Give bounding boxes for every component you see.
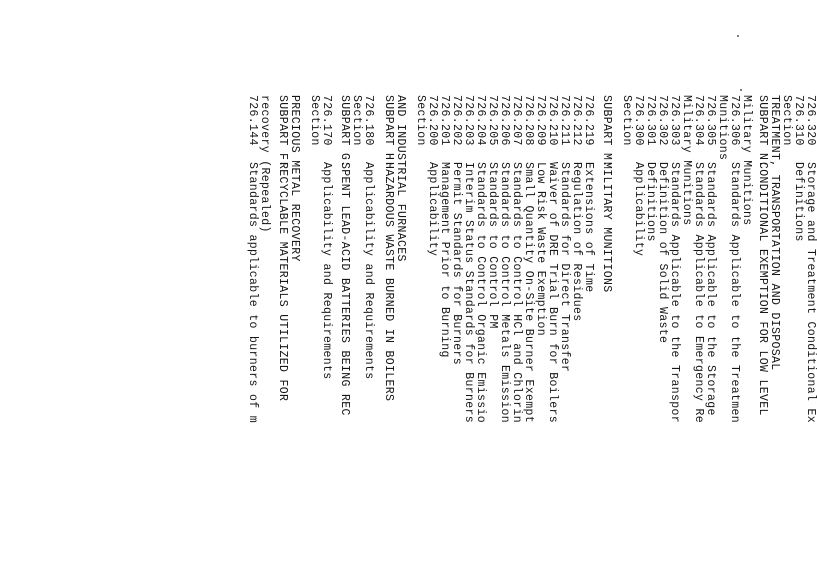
section-number: 726.320: [804, 95, 817, 146]
section-title: Standards Applicable to the Storage: [704, 162, 717, 416]
section-number: 726.212: [570, 95, 583, 146]
section-title: Applicability: [426, 162, 439, 257]
section-number: 726.204: [474, 95, 487, 146]
section-number: Section: [620, 95, 633, 146]
section-title: Military Munitions: [680, 95, 693, 226]
section-title: Definitions: [792, 162, 805, 242]
section-title: CONDITIONAL EXEMPTION FOR LOW LEVEL: [756, 162, 769, 416]
section-title: Extensions of Time: [582, 162, 595, 293]
section-title: Munitions: [716, 95, 729, 161]
section-number: 726.306: [728, 95, 741, 146]
section-title: Military Munitions: [740, 95, 753, 226]
section-title: Standards to Control HCl and Chlorin: [510, 162, 523, 424]
section-number: Section: [780, 95, 793, 146]
section-title: Small Quantity On-Site Burner Exempt: [522, 162, 535, 424]
section-number: 726.206: [498, 95, 511, 146]
section-title: Regulation of Residues: [570, 162, 583, 322]
section-title: HAZARDOUS WASTE BURNED IN BOILERS: [382, 162, 395, 402]
section-title: Applicability and Requirements: [362, 162, 375, 380]
section-number: 726.208: [522, 95, 535, 146]
section-number: 726.303: [668, 95, 681, 146]
section-number: 726.203: [462, 95, 475, 146]
section-number: 726.205: [486, 95, 499, 146]
section-title: Interim Status Standards for Burners: [462, 162, 475, 424]
section-number: 726.209: [534, 95, 547, 146]
section-number: SUBPART F:: [276, 95, 289, 168]
section-title: Standards applicable to burners of m: [246, 162, 259, 424]
section-number: 726.219: [582, 95, 595, 146]
section-title: Standards for Direct Transfer: [558, 162, 571, 373]
section-number: SUBPART H:: [382, 95, 395, 168]
section-title: Standards to Control PM: [486, 162, 499, 329]
section-title: SPENT LEAD-ACID BATTERIES BEING REC: [338, 162, 351, 416]
section-number: 726.201: [438, 95, 451, 146]
section-number: 726.144: [246, 95, 259, 146]
section-number: 726.305: [704, 95, 717, 146]
section-title: Applicability: [632, 162, 645, 257]
section-number: 726.304: [692, 95, 705, 146]
section-title: PRECIOUS METAL RECOVERY: [288, 95, 301, 262]
section-number: Section: [350, 95, 363, 146]
section-title: Storage and Treatment Conditional Ex: [804, 162, 817, 424]
section-title: Standards to Control Metals Emission: [498, 162, 511, 424]
section-title: Definition of Solid Waste: [656, 162, 669, 344]
section-number: Section: [414, 95, 427, 146]
section-number: 726.207: [510, 95, 523, 146]
section-number: 726.180: [362, 95, 375, 146]
section-title: recovery (Repealed): [258, 95, 271, 233]
section-number: 726.210: [546, 95, 559, 146]
section-number: 726.302: [656, 95, 669, 146]
section-title: Applicability and Requirements: [320, 162, 333, 380]
section-number: SUBPART M:: [600, 95, 613, 168]
section-title: MILITARY MUNITIONS: [600, 162, 613, 293]
section-title: Low Risk Waste Exemption: [534, 162, 547, 337]
section-title: TREATMENT, TRANSPORTATION AND DISPOSAL: [768, 95, 781, 371]
section-title: Standards to Control Organic Emissio: [474, 162, 487, 424]
section-title: Standards Applicable to Emergency Re: [692, 162, 705, 424]
section-title: Standards Applicable to the Transpor: [668, 162, 681, 424]
section-title: Definitions: [644, 162, 657, 242]
section-title: Permit Standards for Burners: [450, 162, 463, 366]
section-title: Management Prior to Burning: [438, 162, 451, 358]
section-number: SUBPART N:: [756, 95, 769, 168]
section-title: AND INDUSTRIAL FURNACES: [394, 95, 407, 262]
section-number: 726.200: [426, 95, 439, 146]
section-title: RECYCLABLE MATERIALS UTILIZED FOR: [276, 162, 289, 402]
section-title: Standards Applicable to the Treatmen: [728, 162, 741, 424]
section-number: 726.211: [558, 95, 571, 146]
section-number: 726.170: [320, 95, 333, 146]
section-number: 726.202: [450, 95, 463, 146]
section-number: 726.310: [792, 95, 805, 146]
section-number: Section: [308, 95, 321, 146]
section-number: 726.300: [632, 95, 645, 146]
section-number: 726.301: [644, 95, 657, 146]
section-number: SUBPART G:: [338, 95, 351, 168]
section-title: Waiver of DRE Trial Burn for Boilers: [546, 162, 559, 424]
